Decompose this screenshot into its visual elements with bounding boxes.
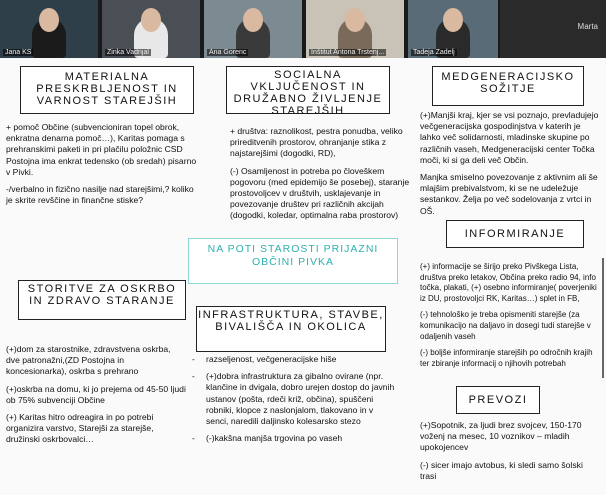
participant-tile-marta[interactable] [500, 0, 606, 58]
participant-name: Jana KS [5, 49, 32, 56]
heading-materialna [20, 66, 194, 114]
heading-medgen [432, 66, 584, 106]
note-bullet: - [192, 354, 195, 364]
participant-tile[interactable] [306, 0, 404, 58]
notes-socialna [230, 126, 416, 228]
note-item: + pomoč Občine (subvencioniran topel obrok, enkratna denarna pomoč…), Karitas pomaga s prehranskimi paketi in pri plačilu položnic CSD Postojna ima enkrat tedensko (ob sredah) pisarno v Pivki. [6, 122, 197, 177]
note-item: -/verbalno in fizično nasilje nad starejšimi,? koliko je skrite revščine in finančne stiske? [6, 184, 194, 206]
note-item: + društva: raznolikost, pestra ponudba, veliko prireditvenih prostorov, ohranjanje stika z najstarejšimi (dogodki, RD), [230, 126, 403, 159]
notes-materialna [6, 122, 202, 212]
note-text: razseljenost, večgeneracijske hiše [206, 354, 337, 364]
heading-text: MEDGENERACIJSKO SOŽITJE [441, 71, 575, 95]
note-item: (+)Sopotnik, za ljudi brez svojcev, 150-170 voženj na mesec, 10 voznikov – mladih upokojencev [420, 420, 582, 453]
central-title [188, 238, 398, 284]
notes-informiranje [420, 262, 604, 375]
note-item [192, 354, 398, 365]
heading-text: MATERIALNA PRESKRBLJENOST IN VARNOST STAREJŠIH [36, 71, 178, 107]
central-title-text: NA POTI STAROSTI PRIJAZNI OBČINI PIVKA [207, 243, 379, 268]
participant-name: Marta [577, 22, 598, 31]
heading-text: PREVOZI [468, 394, 528, 406]
participant-tile[interactable] [0, 0, 98, 58]
note-item: (+)oskrba na domu, ki jo prejema od 45-50 ljudi ob 75% subvenciji Občine [6, 383, 186, 405]
participant-name: Ana Gorenc [209, 49, 247, 56]
heading-informiranje [446, 220, 584, 248]
participant-tile[interactable] [204, 0, 302, 58]
note-item: (+)Manjši kraj, kjer se vsi poznajo, prevladujejo večgeneracijska gospodinjstva v katerih je lahko več solidarnosti, mladinske skupine po različnih vaseh, Medgeneracijski center Točka moči, ki si ga deli več Občin. [420, 110, 599, 165]
participant-face [345, 8, 365, 32]
heading-infra [196, 306, 386, 352]
participant-face [243, 8, 263, 32]
notes-storitve [6, 344, 186, 452]
note-item: (+) informacije se širijo preko Pivškega Lista, društva preko letakov, Občina preko radio 94, info točka, plakati, (+) osebno informiranje( poverjeniki iz DU, prostovoljci RK, Karitas…) splet in FB, [420, 262, 597, 303]
notes-medgen [420, 110, 600, 223]
participant-face [141, 8, 161, 32]
note-item: Manjka smiselno povezovanje z aktivnim ali še mlajšim prebivalstvom, ki se ne udeležuje sestankov. Želja po več sodelovanja z vrtci in OŠ. [420, 172, 598, 216]
note-item: (-) tehnološko je treba opismeniti starejše (za komunikacijo na daljavo in dosegi tudi starejše v odaljenih vaseh [420, 310, 591, 341]
notes-prevozi [420, 420, 596, 488]
participant-face [39, 8, 59, 32]
participant-tile[interactable] [102, 0, 200, 58]
participant-tile[interactable] [408, 0, 498, 58]
heading-text: STORITVE ZA OSKRBO IN ZDRAVO STARANJE [27, 283, 177, 307]
note-item: (-) Osamljenost in potreba po človeškem pogovoru (med epidemijo še posebej), staranje prostovoljcev v društvih, usklajevanje in povezovanje društev pri različnih akcijah (dogodki, koledar, optimalna raba prostorov) [230, 165, 410, 221]
note-item: (-) boljše informiranje starejših po odročnih krajih ter zbiranje informacij o njihovih potrebah [420, 348, 593, 368]
divider [602, 258, 604, 378]
note-item: (-) sicer imajo avtobus, ki sledi samo šolski trasi [420, 459, 583, 481]
note-bullet: - [192, 371, 195, 382]
note-text: (+)dobra infrastruktura za gibalno ovirane (npr. klančine in dvigala, dobro urejen dostop do javnih ustanov (pošta, rdeči križ, občina), spuščeni robniki, klopce z naslonjalom, tlakovano in v senci, naredili daljinsko kolesarsko stezo [206, 371, 395, 427]
participant-name: Inštitut Antona Trstenj... [311, 49, 385, 56]
note-bullet: - [192, 433, 195, 444]
whiteboard [0, 58, 606, 495]
participant-name: Tadeja Zadelj [413, 49, 455, 56]
note-item: (+) Karitas hitro odreagira in po potrebi organizira varstvo, Starejši za starejše, družinski oskrbovalci… [6, 412, 154, 445]
note-item: (+)dom za starostnike, zdravstvena oskrba, dve patronažni,(ZD Postojna in koncesionarka), oskrba s prehrano [6, 344, 171, 377]
heading-text: INFRASTRUKTURA, STAVBE, BIVALIŠČA IN OKOLICA [198, 309, 384, 333]
participant-name: Zinka Vadnjal [107, 49, 149, 56]
notes-infra [192, 354, 398, 450]
heading-text: SOCIALNA VKLJUČENOST IN DRUŽABNO ŽIVLJENJE STAREJŠIH [233, 69, 383, 117]
note-item [192, 433, 398, 444]
note-text: (-)kakšna manjša trgovina po vaseh [206, 433, 343, 444]
heading-prevozi [456, 386, 540, 414]
heading-storitve [18, 280, 186, 320]
heading-socialna [226, 66, 390, 117]
note-item [192, 371, 398, 427]
participant-face [443, 8, 463, 32]
heading-text: INFORMIRANJE [464, 228, 566, 240]
